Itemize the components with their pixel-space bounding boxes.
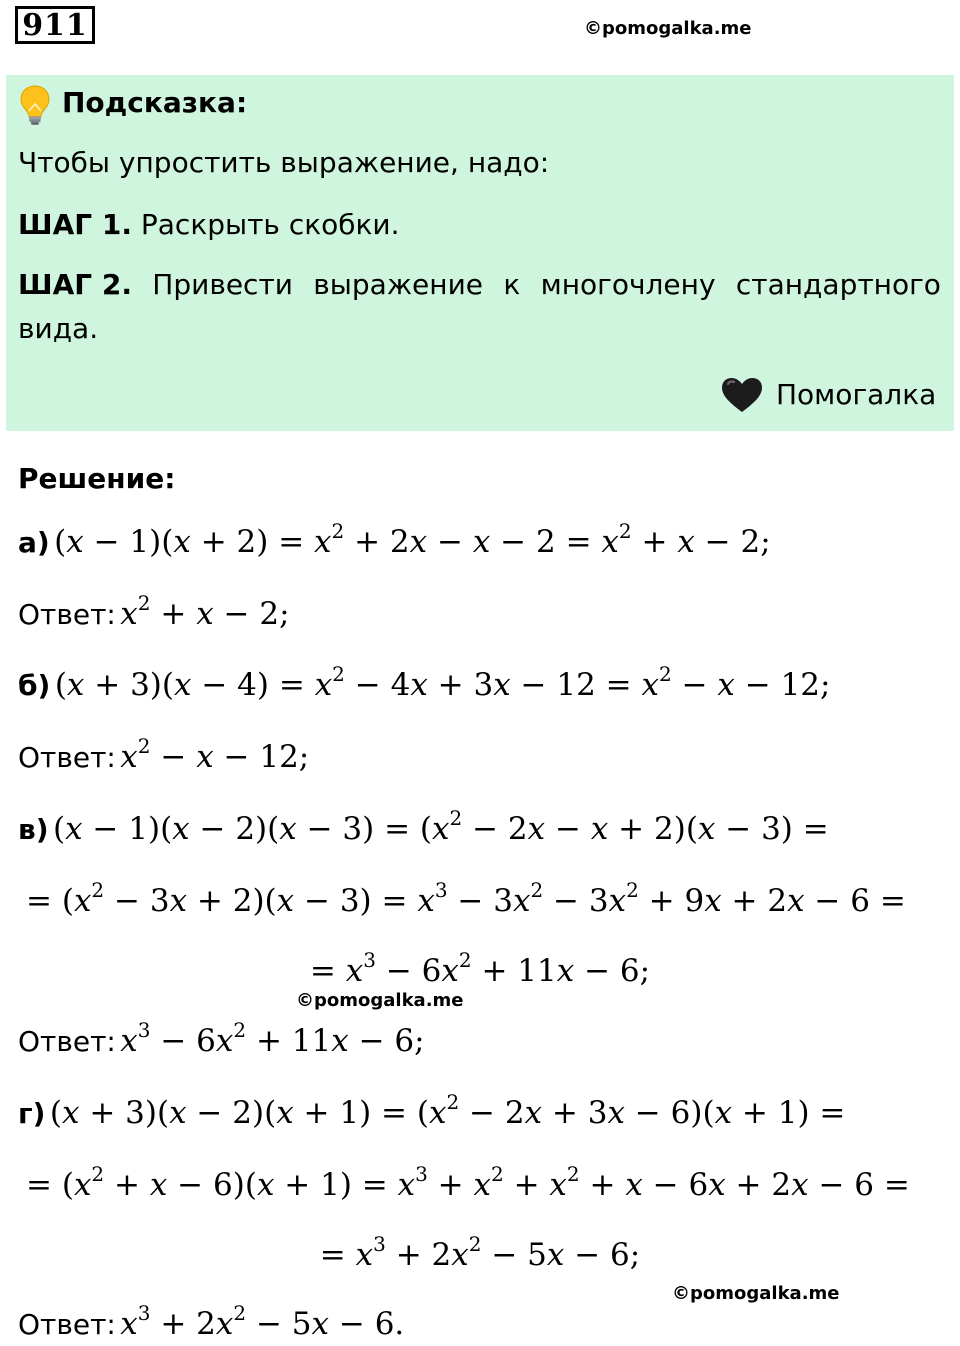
answer-g-value: $x^3 + 2x^2 - 5x - 6$. [120, 1301, 405, 1342]
answer-b [18, 734, 310, 775]
part-g-label: г) [18, 1097, 46, 1130]
step2-word: к [503, 268, 521, 301]
hint-title: Подсказка: [62, 86, 248, 119]
part-g [18, 1090, 846, 1131]
answer-v [18, 1018, 425, 1059]
step2-word: Привести [152, 268, 293, 301]
part-g-equation-3: = $x^3 + 2x^2 - 5x - 6$; [319, 1232, 641, 1273]
part-g-equation: $(x + 3)(x - 2)(x + 1) = (x^2 - 2x + 3x - 6)(x + 1)$ = [49, 1090, 846, 1131]
answer-a-value: $x^2 + x - 2$; [120, 591, 290, 632]
step1-label: ШАГ 1. [18, 208, 132, 241]
part-v-equation: $(x - 1)(x - 2)(x - 3) = (x^2 - 2x - x + 2)(x - 3)$ = [52, 806, 829, 847]
answer-v-value: $x^3 - 6x^2 + 11x - 6$; [120, 1018, 425, 1059]
part-a-equation: $(x - 1)(x + 2) = x^2 + 2x - x - 2 = x^2 + x - 2$; [54, 519, 771, 560]
answer-label: Ответ: [18, 598, 116, 631]
hint-step2 [18, 268, 941, 301]
step2-word: многочлену [540, 268, 716, 301]
part-a [18, 519, 771, 560]
part-b-equation: $(x + 3)(x - 4) = x^2 - 4x + 3x - 12 = x^2 - x - 12$; [54, 662, 831, 703]
answer-label: Ответ: [18, 1025, 116, 1058]
answer-b-value: $x^2 - x - 12$; [120, 734, 310, 775]
answer-g [18, 1301, 405, 1342]
part-v-equation-2: = $(x^2 - 3x + 2)(x - 3) = x^3 - 3x^2 - 3x^2 + 9x + 2x - 6$ = [26, 878, 906, 919]
part-b [18, 662, 831, 703]
watermark-mid: ©pomogalka.me [296, 990, 464, 1011]
answer-a [18, 591, 290, 632]
problem-number: 911 [15, 6, 95, 44]
part-v [18, 806, 829, 847]
answer-label: Ответ: [18, 1308, 116, 1341]
part-v-equation-3: = $x^3 - 6x^2 + 11x - 6$; [309, 948, 651, 989]
lightbulb-icon [18, 84, 52, 126]
answer-label: Ответ: [18, 741, 116, 774]
step2-word: выражение [313, 268, 484, 301]
solution-title: Решение: [18, 462, 176, 495]
step1-text: Раскрыть скобки. [140, 208, 400, 241]
part-v-label: в) [18, 813, 49, 846]
step2-word: стандартного [735, 268, 941, 301]
watermark-top: ©pomogalka.me [584, 18, 752, 39]
brand-name: Помогалка [776, 378, 937, 411]
step2-label: ШАГ 2. [18, 268, 132, 301]
part-b-label: б) [18, 669, 51, 702]
heart-icon [720, 376, 764, 414]
part-a-label: а) [18, 526, 50, 559]
hint-step1 [18, 208, 400, 241]
step2-tail: вида. [18, 312, 99, 345]
hint-intro: Чтобы упростить выражение, надо: [18, 146, 550, 179]
part-g-equation-2: = $(x^2 + x - 6)(x + 1) = x^3 + x^2 + x^2 + x - 6x + 2x - 6$ = [26, 1162, 910, 1203]
watermark-bottom: ©pomogalka.me [672, 1283, 840, 1304]
